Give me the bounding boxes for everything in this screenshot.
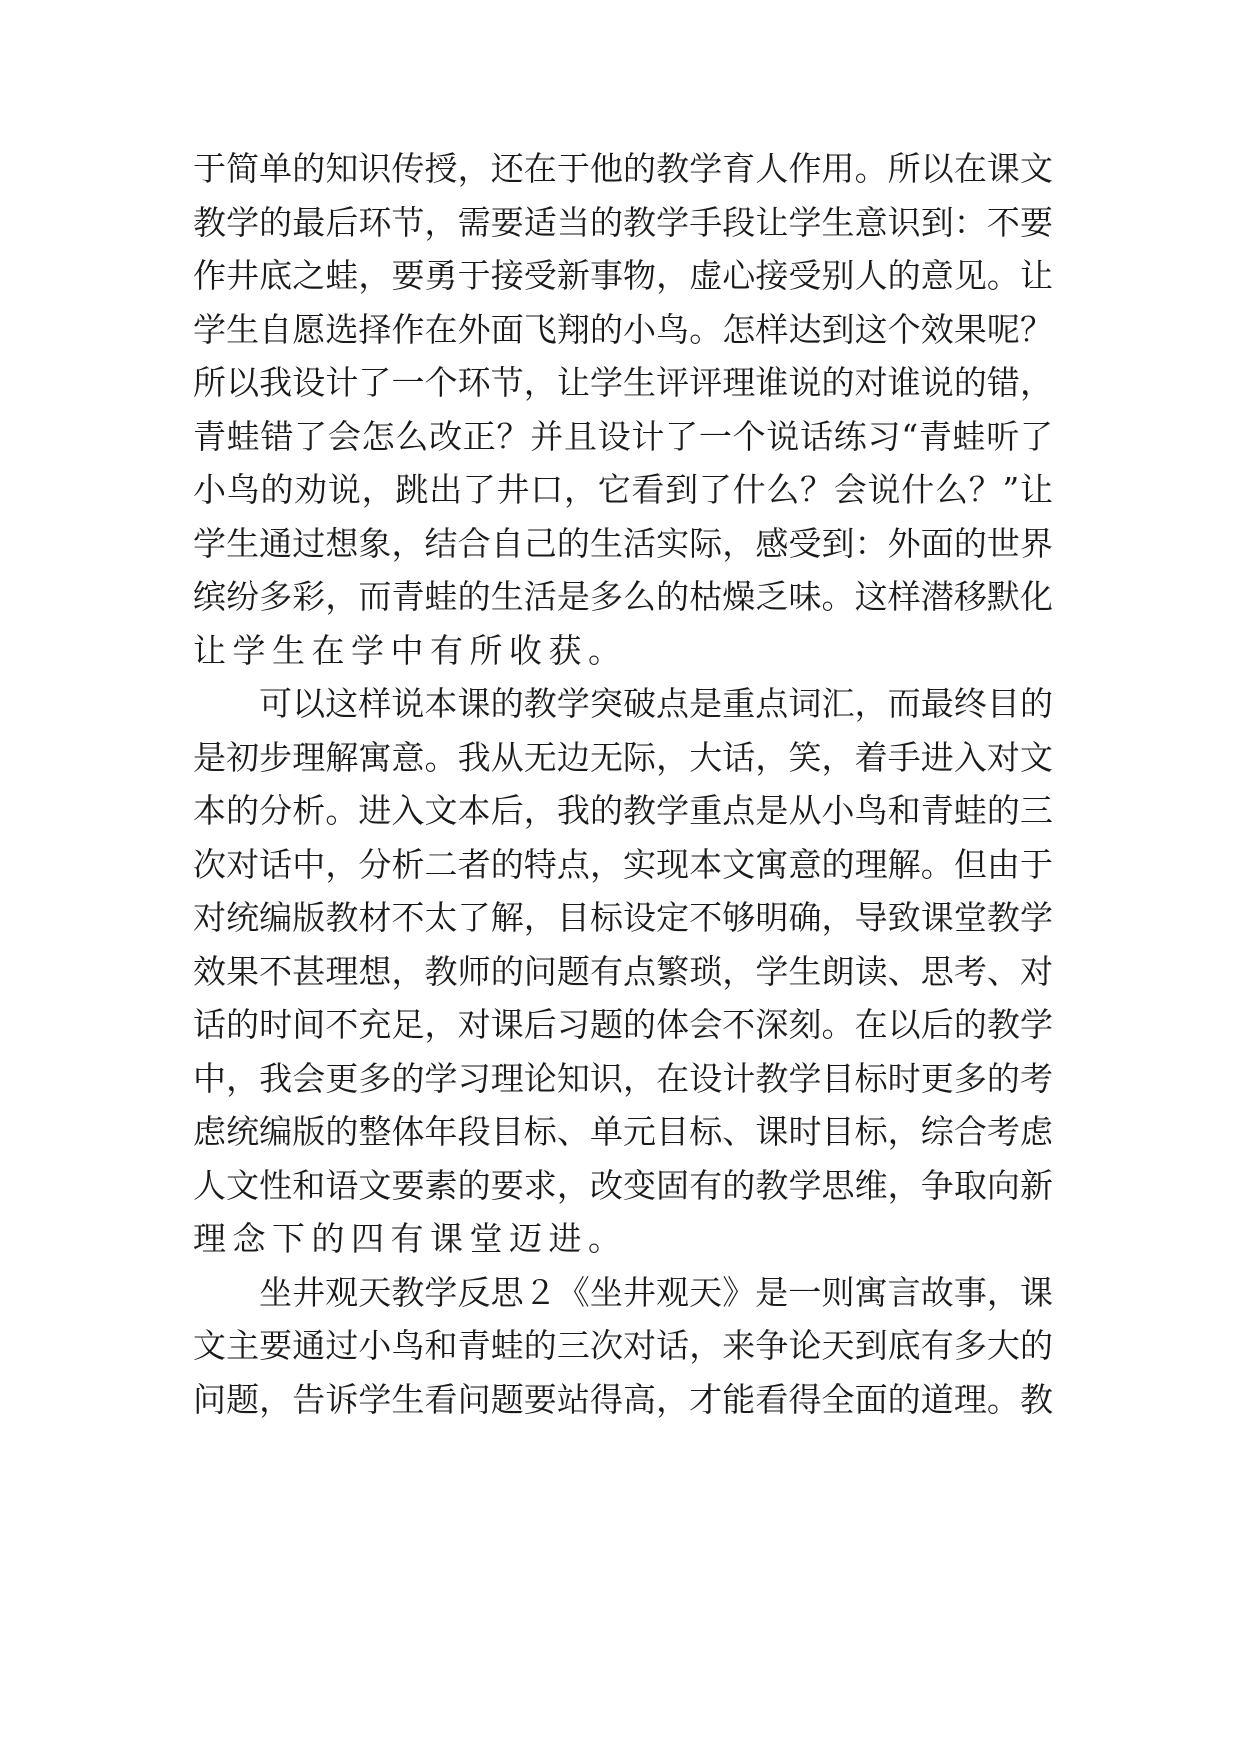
text-line: 学生自愿选择作在外面飞翔的小鸟。怎样达到这个效果呢？ (193, 310, 1053, 349)
text-line: 作井底之蛙，要勇于接受新事物，虚心接受别人的意见。让 (193, 256, 1053, 295)
text-line: 教学的最后环节，需要适当的教学手段让学生意识到：不要 (193, 203, 1053, 242)
text-line: 本的分析。进入文本后，我的教学重点是从小鸟和青蛙的三 (193, 791, 1053, 830)
text-line: 人文性和语文要素的要求，改变固有的教学思维，争取向新 (193, 1166, 1053, 1205)
text-line: 小鸟的劝说，跳出了井口，它看到了什么？会说什么？”让 (193, 470, 1053, 509)
text-line: 效果不甚理想，教师的问题有点繁琐，学生朗读、思考、对 (193, 952, 1053, 991)
text-line: 话的时间不充足，对课后习题的体会不深刻。在以后的教学 (193, 1005, 1053, 1044)
text-line: 是初步理解寓意。我从无边无际，大话，笑，着手进入对文 (193, 738, 1053, 777)
text-line: 可以这样说本课的教学突破点是重点词汇，而最终目的 (259, 684, 1053, 723)
text-line: 中，我会更多的学习理论知识，在设计教学目标时更多的考 (193, 1059, 1053, 1098)
text-line: 虑统编版的整体年段目标、单元目标、课时目标，综合考虑 (193, 1112, 1053, 1151)
text-line: 理念下的四有课堂迈进。 (193, 1219, 628, 1258)
text-line: 次对话中，分析二者的特点，实现本文寓意的理解。但由于 (193, 845, 1053, 884)
text-line: 文主要通过小鸟和青蛙的三次对话，来争论天到底有多大的 (193, 1326, 1053, 1365)
text-line: 对统编版教材不太了解，目标设定不够明确，导致课堂教学 (193, 898, 1053, 937)
text-line: 让学生在学中有所收获。 (193, 631, 628, 670)
text-line: 于简单的知识传授，还在于他的教学育人作用。所以在课文 (193, 149, 1053, 188)
text-line: 问题，告诉学生看问题要站得高，才能看得全面的道理。教 (193, 1380, 1053, 1419)
text-line: 青蛙错了会怎么改正？并且设计了一个说话练习“青蛙听了 (193, 417, 1053, 456)
text-line: 缤纷多彩，而青蛙的生活是多么的枯燥乏味。这样潜移默化 (193, 577, 1053, 616)
text-line: 所以我设计了一个环节，让学生评评理谁说的对谁说的错， (193, 363, 1053, 402)
text-line: 坐井观天教学反思２《坐井观天》是一则寓言故事，课 (259, 1273, 1053, 1312)
text-line: 学生通过想象，结合自己的生活实际，感受到：外面的世界 (193, 524, 1053, 563)
